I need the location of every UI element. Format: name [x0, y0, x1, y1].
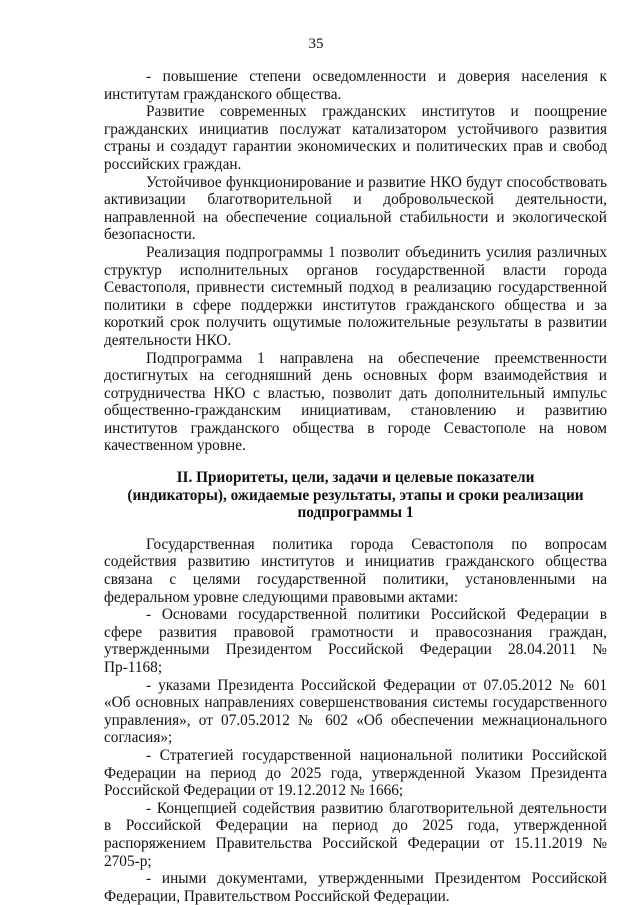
list-item-national-policy-strategy: - Стратегией государственной национальной политики Российской Федерации на период до 2025 года, утвержденной Указом Президента Российской Федерации от 19.12.2012 № 1666; [104, 746, 607, 800]
paragraph-awareness: - повышение степени осведомленности и доверия населения к институтам гражданского общества. [104, 68, 607, 103]
paragraph-civil-institutions: Развитие современных гражданских институтов и поощрение гражданских инициатив послужат катализатором устойчивого развития страны и создадут гарантии экономических и политических прав и свобод российских граждан. [104, 103, 607, 173]
list-item-legal-literacy: - Основами государственной политики Российской Федерации в сфере развития правовой грамотности и правосознания граждан, утвержденными Президентом Российской Федерации 28.04.2011 № Пр-1168; [104, 606, 607, 676]
list-item-other-documents: - иными документами, утвержденными Президентом Российской Федерации, Правительством Российской Федерации. [104, 870, 607, 905]
list-item-charity-concept: - Концепцией содействия развитию благотворительной деятельности в Российской Федерации на период до 2025 года, утвержденной распоряжением Правительства Российской Федерации от 15.11.2019 № 2705-р; [104, 799, 607, 870]
section-heading-line3: подпрограммы 1 [297, 504, 414, 522]
section-heading-line1: II. Приоритеты, цели, задачи и целевые показатели [176, 469, 535, 487]
section-heading [104, 469, 607, 522]
document-body [104, 68, 607, 905]
paragraph-subprogram-aim: Подпрограмма 1 направлена на обеспечение преемственности достигнутых на сегодняшний день основных форм взаимодействия и сотрудничества НКО с властью, позволит дать дополнительный импульс общественно-гражданским инициативам, становлению и развитию институтов гражданского общества в городе Севастополе на новом качественном уровне. [104, 349, 607, 455]
list-item-presidential-decrees: - указами Президента Российской Федерации от 07.05.2012 № 601 «Об основных направлениях совершенствования системы государственного управления», от 07.05.2012 № 602 «Об обеспечении межнационального согласия»; [104, 676, 607, 747]
page-number: 35 [308, 36, 324, 52]
paragraph-subprogram-implementation: Реализация подпрограммы 1 позволит объединить усилия различных структур исполнительных органов государственной власти города Севастополя, привнести системный подход в реализацию государственной политики в сфере поддержки институтов гражданского общества и за короткий срок получить ощутимые положительные результаты в развитии деятельности НКО. [104, 243, 607, 349]
section-heading-line2: (индикаторы), ожидаемые результаты, этапы и сроки реализации [127, 486, 584, 504]
paragraph-state-policy: Государственная политика города Севастополя по вопросам содействия развитию институтов и инициатив гражданского общества связана с целями государственной политики, установленными на федеральном уровне следующими правовыми актами: [104, 535, 607, 606]
paragraph-nko-functioning: Устойчивое функционирование и развитие НКО будут способствовать активизации благотворительной и добровольческой деятельности, направленной на обеспечение социальной стабильности и экологической безопасности. [104, 173, 607, 244]
